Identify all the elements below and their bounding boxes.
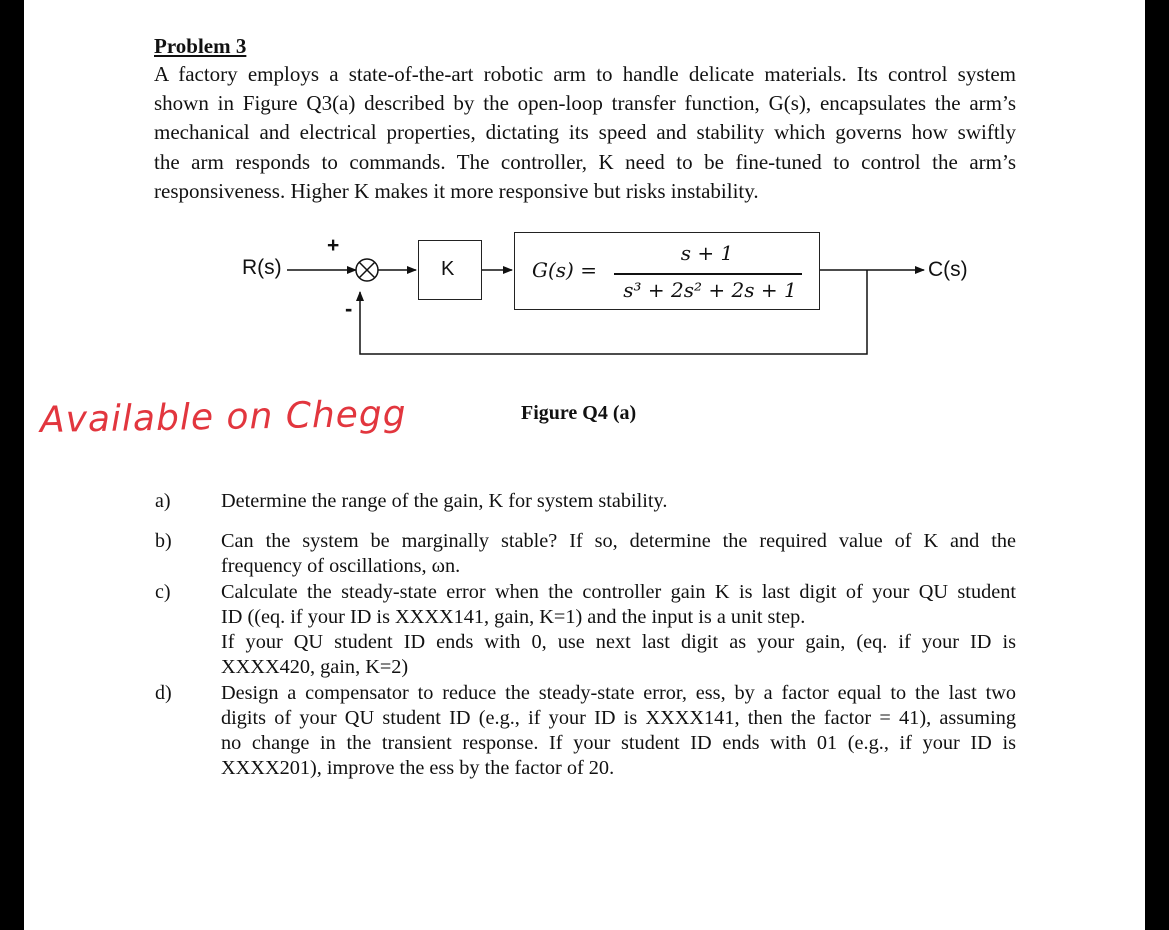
question-c-text <box>221 580 1016 680</box>
question-line: Calculate the steady-state error when the controller gain K is last digit of your QU student <box>221 581 1016 603</box>
question-line: ID ((eq. if your ID is XXXX141, gain, K=1) and the input is a unit step. <box>221 606 806 628</box>
plant-denominator: s³ + 2s² + 2s + 1 <box>623 278 797 302</box>
question-line: Design a compensator to reduce the steady-state error, ess, by a factor equal to the last two <box>221 682 1016 704</box>
paragraph-line: shown in Figure Q3(a) described by the open-loop transfer function, G(s), encapsulates the arm’s <box>154 91 1016 116</box>
question-line: no change in the transient response. If your student ID ends with 01 (e.g., if your ID is <box>221 732 1016 754</box>
output-label: C(s) <box>928 258 968 281</box>
document-page <box>24 0 1145 930</box>
plus-sign: + <box>327 234 340 257</box>
controller-label: K <box>441 258 455 280</box>
input-label: R(s) <box>242 256 282 279</box>
question-letter-c: c) <box>155 581 171 603</box>
question-line: frequency of oscillations, ωn. <box>221 555 461 577</box>
paragraph-line: the arm responds to commands. The controller, K need to be fine-tuned to control the arm’s <box>154 149 1016 174</box>
question-line: If your QU student ID ends with 0, use next last digit as your gain, (eq. if your ID is <box>221 631 1016 653</box>
paragraph-line: responsiveness. Higher K makes it more responsive but risks instability. <box>154 178 759 203</box>
figure-caption: Figure Q4 (a) <box>521 402 637 424</box>
question-d-text <box>221 681 1016 781</box>
chegg-watermark: Available on Chegg <box>39 393 407 441</box>
question-line: XXXX420, gain, K=2) <box>221 656 409 678</box>
plant-numerator: s + 1 <box>680 241 734 265</box>
plant-lhs: G(s) = <box>532 258 597 282</box>
question-letter-a: a) <box>155 490 171 512</box>
block-diagram-lines <box>24 0 1145 400</box>
question-line: digits of your QU student ID (e.g., if your ID is XXXX141, then the factor = 41), assuming <box>221 707 1016 729</box>
question-letter-d: d) <box>155 682 172 704</box>
paragraph-line: A factory employs a state-of-the-art robotic arm to handle delicate materials. Its control system <box>154 62 1016 86</box>
question-line: Determine the range of the gain, K for system stability. <box>221 490 668 512</box>
problem-title: Problem 3 <box>154 34 247 58</box>
question-line: Can the system be marginally stable? If so, determine the required value of K and the <box>221 530 1016 552</box>
fraction-bar <box>614 273 802 275</box>
minus-sign: - <box>345 296 353 321</box>
question-line: XXXX201), improve the ess by the factor of 20. <box>221 757 615 779</box>
question-letter-b: b) <box>155 530 172 552</box>
block-diagram <box>24 0 1145 400</box>
question-b-text <box>221 529 1016 579</box>
paragraph-line: mechanical and electrical properties, dictating its speed and stability which governs how swiftly <box>154 120 1016 145</box>
question-a-text <box>221 489 1016 514</box>
